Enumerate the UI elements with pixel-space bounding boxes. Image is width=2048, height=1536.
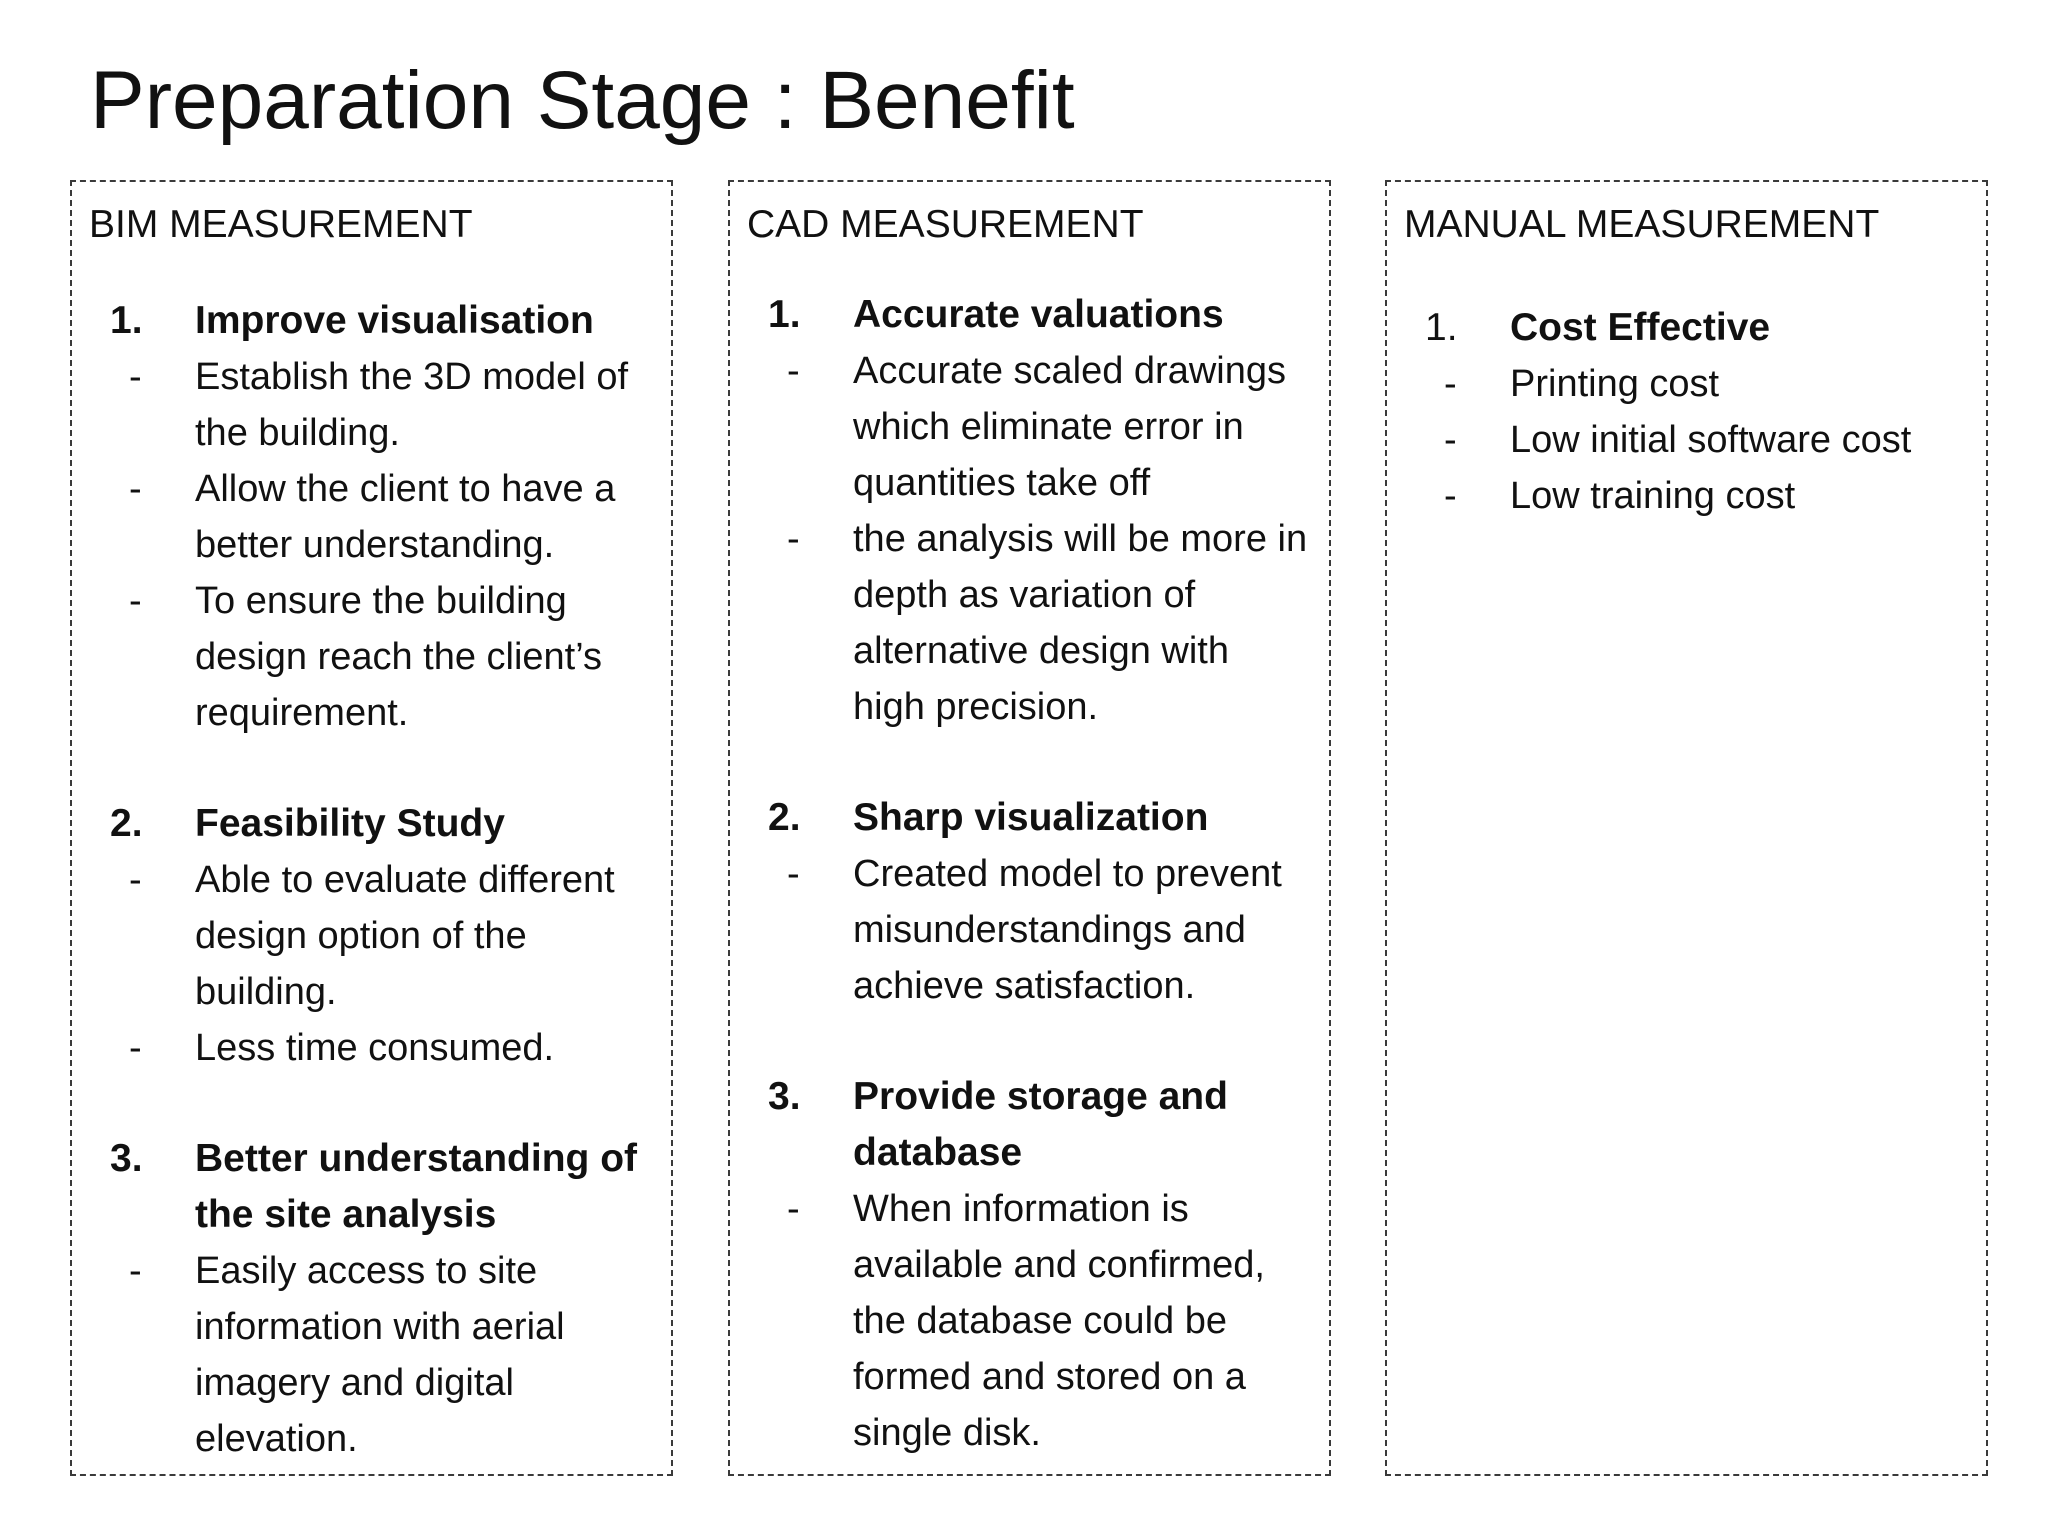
bullet-list: [730, 846, 1329, 1014]
section-list: [730, 287, 1329, 1461]
bullet-text: the analysis will be more in depth as variation of alternative design with high precision.: [853, 518, 1308, 728]
section-title: Accurate valuations: [853, 293, 1224, 336]
list-item: [72, 1020, 671, 1076]
section-title: Sharp visualization: [853, 796, 1209, 839]
bullet-list: [72, 349, 671, 741]
section-list: [1387, 300, 1986, 524]
dash-marker: -: [129, 1027, 142, 1069]
list-item: [72, 349, 671, 461]
dash-marker: -: [1444, 363, 1457, 405]
bim-measurement-panel: [70, 180, 673, 1476]
section-number: 3.: [110, 1137, 143, 1180]
dash-marker: -: [129, 1250, 142, 1292]
bullet-text: Allow the client to have a better understanding.: [195, 468, 616, 566]
benefit-section: [72, 1131, 671, 1467]
section-title: Feasibility Study: [195, 802, 505, 845]
list-item: [1387, 412, 1986, 468]
dash-marker: -: [129, 356, 142, 398]
list-item: [730, 511, 1329, 735]
bullet-list: [72, 1243, 671, 1467]
list-item: [730, 343, 1329, 511]
panel-header: MANUAL MEASUREMENT: [1404, 203, 1880, 246]
bullet-list: [72, 852, 671, 1076]
benefit-section: [1387, 300, 1986, 524]
benefit-section: [730, 790, 1329, 1014]
bullet-text: Accurate scaled drawings which eliminate error in quantities take off: [853, 350, 1286, 504]
list-item: [1387, 468, 1986, 524]
section-number: 1.: [110, 299, 143, 342]
dash-marker: -: [1444, 475, 1457, 517]
section-list: [72, 293, 671, 1467]
list-item: [72, 461, 671, 573]
section-number: 3.: [768, 1075, 801, 1118]
dash-marker: -: [787, 1188, 800, 1230]
slide-title: Preparation Stage : Benefit: [90, 55, 1075, 146]
list-item: [72, 573, 671, 741]
list-item: [72, 1243, 671, 1467]
section-number: 2.: [110, 802, 143, 845]
list-item: [730, 846, 1329, 1014]
list-item: [72, 852, 671, 1020]
section-title: Improve visualisation: [195, 299, 594, 342]
section-number: 2.: [768, 796, 801, 839]
bullet-text: Able to evaluate different design option of the building.: [195, 859, 615, 1013]
dash-marker: -: [129, 859, 142, 901]
dash-marker: -: [787, 518, 800, 560]
dash-marker: -: [787, 350, 800, 392]
panel-header: CAD MEASUREMENT: [747, 203, 1144, 246]
bullet-text: Low initial software cost: [1510, 419, 1912, 461]
dash-marker: -: [787, 853, 800, 895]
section-number: 1.: [1425, 306, 1458, 349]
section-number: 1.: [768, 293, 801, 336]
bullet-text: Less time consumed.: [195, 1027, 555, 1069]
bullet-list: [730, 343, 1329, 735]
panel-header: BIM MEASUREMENT: [89, 203, 473, 246]
list-item: [730, 1181, 1329, 1461]
cad-measurement-panel: [728, 180, 1331, 1476]
dash-marker: -: [129, 468, 142, 510]
section-title: Provide storage and database: [853, 1075, 1228, 1174]
bullet-text: Low training cost: [1510, 475, 1796, 517]
bullet-text: Easily access to site information with aerial imagery and digital elevation.: [195, 1250, 565, 1460]
bullet-list: [1387, 356, 1986, 524]
section-title: Better understanding of the site analysis: [195, 1137, 638, 1236]
bullet-text: Created model to prevent misunderstandings and achieve satisfaction.: [853, 853, 1282, 1007]
bullet-text: Establish the 3D model of the building.: [195, 356, 629, 454]
benefit-section: [730, 1069, 1329, 1461]
bullet-list: [730, 1181, 1329, 1461]
bullet-text: Printing cost: [1510, 363, 1720, 405]
benefit-section: [72, 796, 671, 1076]
bullet-text: To ensure the building design reach the client’s requirement.: [195, 580, 602, 734]
dash-marker: -: [1444, 419, 1457, 461]
list-item: [1387, 356, 1986, 412]
bullet-text: When information is available and confirmed, the database could be formed and stored on a single disk.: [853, 1188, 1265, 1454]
benefit-section: [72, 293, 671, 741]
section-title: Cost Effective: [1510, 306, 1771, 349]
manual-measurement-panel: [1385, 180, 1988, 1476]
dash-marker: -: [129, 580, 142, 622]
benefit-section: [730, 287, 1329, 735]
